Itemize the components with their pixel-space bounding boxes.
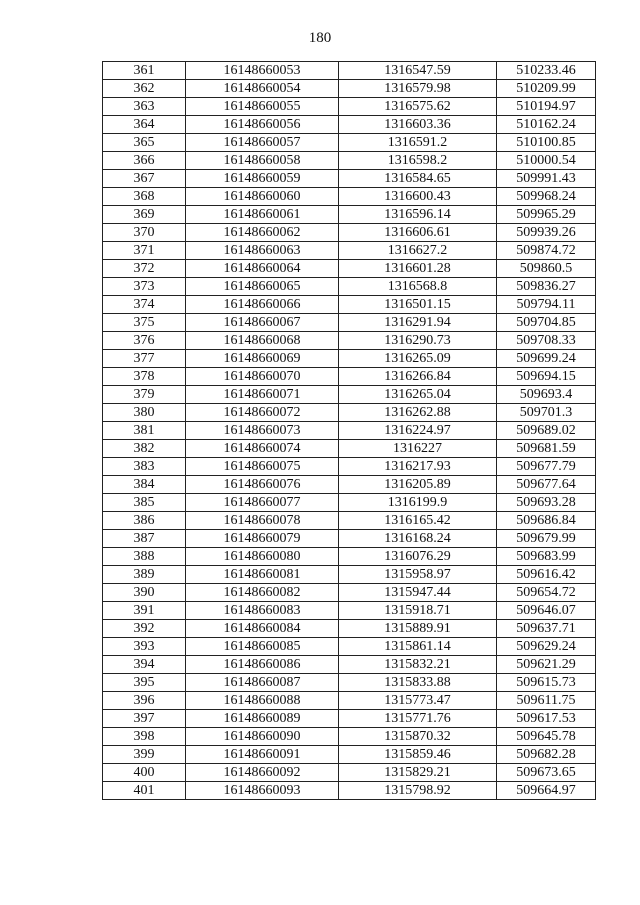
point-id-cell: 16148660088 — [186, 692, 339, 710]
table-row — [103, 80, 596, 98]
coordinates-table-body — [103, 62, 596, 800]
x-coordinate-cell: 1315947.44 — [339, 584, 497, 602]
y-coordinate-cell: 509664.97 — [497, 782, 596, 800]
x-coordinate-cell: 1316165.42 — [339, 512, 497, 530]
x-coordinate-cell: 1316596.14 — [339, 206, 497, 224]
point-id-cell: 16148660053 — [186, 62, 339, 80]
table-row — [103, 350, 596, 368]
point-id-cell: 16148660068 — [186, 332, 339, 350]
table-row — [103, 674, 596, 692]
y-coordinate-cell: 509654.72 — [497, 584, 596, 602]
row-number-cell: 389 — [103, 566, 186, 584]
point-id-cell: 16148660063 — [186, 242, 339, 260]
table-row — [103, 188, 596, 206]
y-coordinate-cell: 509681.59 — [497, 440, 596, 458]
row-number-cell: 384 — [103, 476, 186, 494]
x-coordinate-cell: 1316224.97 — [339, 422, 497, 440]
y-coordinate-cell: 509616.42 — [497, 566, 596, 584]
x-coordinate-cell: 1316591.2 — [339, 134, 497, 152]
x-coordinate-cell: 1316290.73 — [339, 332, 497, 350]
point-id-cell: 16148660093 — [186, 782, 339, 800]
table-row — [103, 422, 596, 440]
table-row — [103, 458, 596, 476]
table-row — [103, 728, 596, 746]
row-number-cell: 372 — [103, 260, 186, 278]
table-row — [103, 602, 596, 620]
y-coordinate-cell: 510233.46 — [497, 62, 596, 80]
point-id-cell: 16148660085 — [186, 638, 339, 656]
table-row — [103, 260, 596, 278]
row-number-cell: 397 — [103, 710, 186, 728]
point-id-cell: 16148660076 — [186, 476, 339, 494]
y-coordinate-cell: 509693.28 — [497, 494, 596, 512]
x-coordinate-cell: 1316291.94 — [339, 314, 497, 332]
table-row — [103, 530, 596, 548]
y-coordinate-cell: 509615.73 — [497, 674, 596, 692]
x-coordinate-cell: 1316627.2 — [339, 242, 497, 260]
row-number-cell: 368 — [103, 188, 186, 206]
point-id-cell: 16148660057 — [186, 134, 339, 152]
table-row — [103, 296, 596, 314]
x-coordinate-cell: 1315861.14 — [339, 638, 497, 656]
point-id-cell: 16148660077 — [186, 494, 339, 512]
point-id-cell: 16148660082 — [186, 584, 339, 602]
table-row — [103, 152, 596, 170]
row-number-cell: 365 — [103, 134, 186, 152]
y-coordinate-cell: 509939.26 — [497, 224, 596, 242]
row-number-cell: 394 — [103, 656, 186, 674]
y-coordinate-cell: 510000.54 — [497, 152, 596, 170]
table-row — [103, 692, 596, 710]
point-id-cell: 16148660054 — [186, 80, 339, 98]
y-coordinate-cell: 509629.24 — [497, 638, 596, 656]
x-coordinate-cell: 1316262.88 — [339, 404, 497, 422]
x-coordinate-cell: 1316601.28 — [339, 260, 497, 278]
x-coordinate-cell: 1315870.32 — [339, 728, 497, 746]
row-number-cell: 385 — [103, 494, 186, 512]
row-number-cell: 400 — [103, 764, 186, 782]
table-row — [103, 98, 596, 116]
table-row — [103, 332, 596, 350]
y-coordinate-cell: 509686.84 — [497, 512, 596, 530]
point-id-cell: 16148660061 — [186, 206, 339, 224]
y-coordinate-cell: 510209.99 — [497, 80, 596, 98]
point-id-cell: 16148660055 — [186, 98, 339, 116]
table-row — [103, 476, 596, 494]
y-coordinate-cell: 509677.79 — [497, 458, 596, 476]
point-id-cell: 16148660060 — [186, 188, 339, 206]
row-number-cell: 399 — [103, 746, 186, 764]
x-coordinate-cell: 1316217.93 — [339, 458, 497, 476]
row-number-cell: 374 — [103, 296, 186, 314]
row-number-cell: 395 — [103, 674, 186, 692]
y-coordinate-cell: 509673.65 — [497, 764, 596, 782]
point-id-cell: 16148660056 — [186, 116, 339, 134]
x-coordinate-cell: 1316606.61 — [339, 224, 497, 242]
x-coordinate-cell: 1315833.88 — [339, 674, 497, 692]
table-row — [103, 134, 596, 152]
y-coordinate-cell: 509701.3 — [497, 404, 596, 422]
table-row — [103, 548, 596, 566]
table-row — [103, 494, 596, 512]
point-id-cell: 16148660092 — [186, 764, 339, 782]
point-id-cell: 16148660080 — [186, 548, 339, 566]
table-row — [103, 242, 596, 260]
x-coordinate-cell: 1316205.89 — [339, 476, 497, 494]
row-number-cell: 379 — [103, 386, 186, 404]
y-coordinate-cell: 509617.53 — [497, 710, 596, 728]
x-coordinate-cell: 1315829.21 — [339, 764, 497, 782]
point-id-cell: 16148660059 — [186, 170, 339, 188]
y-coordinate-cell: 509836.27 — [497, 278, 596, 296]
x-coordinate-cell: 1316076.29 — [339, 548, 497, 566]
x-coordinate-cell: 1316501.15 — [339, 296, 497, 314]
row-number-cell: 378 — [103, 368, 186, 386]
point-id-cell: 16148660070 — [186, 368, 339, 386]
point-id-cell: 16148660078 — [186, 512, 339, 530]
table-row — [103, 170, 596, 188]
table-row — [103, 764, 596, 782]
point-id-cell: 16148660079 — [186, 530, 339, 548]
table-row — [103, 278, 596, 296]
y-coordinate-cell: 509621.29 — [497, 656, 596, 674]
x-coordinate-cell: 1316547.59 — [339, 62, 497, 80]
point-id-cell: 16148660083 — [186, 602, 339, 620]
x-coordinate-cell: 1316579.98 — [339, 80, 497, 98]
point-id-cell: 16148660090 — [186, 728, 339, 746]
point-id-cell: 16148660075 — [186, 458, 339, 476]
y-coordinate-cell: 509682.28 — [497, 746, 596, 764]
x-coordinate-cell: 1316199.9 — [339, 494, 497, 512]
row-number-cell: 401 — [103, 782, 186, 800]
point-id-cell: 16148660058 — [186, 152, 339, 170]
row-number-cell: 382 — [103, 440, 186, 458]
table-row — [103, 440, 596, 458]
y-coordinate-cell: 509611.75 — [497, 692, 596, 710]
table-row — [103, 314, 596, 332]
row-number-cell: 377 — [103, 350, 186, 368]
y-coordinate-cell: 509794.11 — [497, 296, 596, 314]
row-number-cell: 376 — [103, 332, 186, 350]
row-number-cell: 369 — [103, 206, 186, 224]
point-id-cell: 16148660066 — [186, 296, 339, 314]
row-number-cell: 398 — [103, 728, 186, 746]
table-row — [103, 224, 596, 242]
row-number-cell: 390 — [103, 584, 186, 602]
y-coordinate-cell: 509704.85 — [497, 314, 596, 332]
point-id-cell: 16148660064 — [186, 260, 339, 278]
row-number-cell: 393 — [103, 638, 186, 656]
x-coordinate-cell: 1316598.2 — [339, 152, 497, 170]
x-coordinate-cell: 1315798.92 — [339, 782, 497, 800]
point-id-cell: 16148660069 — [186, 350, 339, 368]
point-id-cell: 16148660067 — [186, 314, 339, 332]
x-coordinate-cell: 1316575.62 — [339, 98, 497, 116]
x-coordinate-cell: 1315889.91 — [339, 620, 497, 638]
y-coordinate-cell: 509637.71 — [497, 620, 596, 638]
table-row — [103, 656, 596, 674]
row-number-cell: 388 — [103, 548, 186, 566]
row-number-cell: 380 — [103, 404, 186, 422]
table-row — [103, 638, 596, 656]
row-number-cell: 363 — [103, 98, 186, 116]
x-coordinate-cell: 1316600.43 — [339, 188, 497, 206]
y-coordinate-cell: 509874.72 — [497, 242, 596, 260]
y-coordinate-cell: 509694.15 — [497, 368, 596, 386]
x-coordinate-cell: 1315773.47 — [339, 692, 497, 710]
y-coordinate-cell: 510162.24 — [497, 116, 596, 134]
x-coordinate-cell: 1315918.71 — [339, 602, 497, 620]
x-coordinate-cell: 1316584.65 — [339, 170, 497, 188]
y-coordinate-cell: 509689.02 — [497, 422, 596, 440]
y-coordinate-cell: 509965.29 — [497, 206, 596, 224]
table-row — [103, 62, 596, 80]
row-number-cell: 392 — [103, 620, 186, 638]
x-coordinate-cell: 1316266.84 — [339, 368, 497, 386]
point-id-cell: 16148660089 — [186, 710, 339, 728]
coordinates-table — [102, 61, 596, 800]
point-id-cell: 16148660073 — [186, 422, 339, 440]
point-id-cell: 16148660084 — [186, 620, 339, 638]
row-number-cell: 371 — [103, 242, 186, 260]
point-id-cell: 16148660072 — [186, 404, 339, 422]
row-number-cell: 367 — [103, 170, 186, 188]
x-coordinate-cell: 1316603.36 — [339, 116, 497, 134]
y-coordinate-cell: 509645.78 — [497, 728, 596, 746]
table-row — [103, 782, 596, 800]
table-row — [103, 386, 596, 404]
point-id-cell: 16148660071 — [186, 386, 339, 404]
point-id-cell: 16148660081 — [186, 566, 339, 584]
page-number: 180 — [308, 30, 332, 46]
table-row — [103, 566, 596, 584]
row-number-cell: 361 — [103, 62, 186, 80]
y-coordinate-cell: 509699.24 — [497, 350, 596, 368]
y-coordinate-cell: 510194.97 — [497, 98, 596, 116]
y-coordinate-cell: 509991.43 — [497, 170, 596, 188]
row-number-cell: 387 — [103, 530, 186, 548]
table-row — [103, 620, 596, 638]
y-coordinate-cell: 509683.99 — [497, 548, 596, 566]
x-coordinate-cell: 1315771.76 — [339, 710, 497, 728]
row-number-cell: 396 — [103, 692, 186, 710]
point-id-cell: 16148660062 — [186, 224, 339, 242]
point-id-cell: 16148660074 — [186, 440, 339, 458]
x-coordinate-cell: 1316265.09 — [339, 350, 497, 368]
row-number-cell: 391 — [103, 602, 186, 620]
x-coordinate-cell: 1316568.8 — [339, 278, 497, 296]
table-row — [103, 116, 596, 134]
y-coordinate-cell: 509693.4 — [497, 386, 596, 404]
row-number-cell: 362 — [103, 80, 186, 98]
y-coordinate-cell: 509677.64 — [497, 476, 596, 494]
table-row — [103, 746, 596, 764]
x-coordinate-cell: 1315958.97 — [339, 566, 497, 584]
table-row — [103, 584, 596, 602]
point-id-cell: 16148660091 — [186, 746, 339, 764]
table-row — [103, 404, 596, 422]
table-row — [103, 512, 596, 530]
y-coordinate-cell: 509646.07 — [497, 602, 596, 620]
y-coordinate-cell: 509968.24 — [497, 188, 596, 206]
x-coordinate-cell: 1315859.46 — [339, 746, 497, 764]
x-coordinate-cell: 1315832.21 — [339, 656, 497, 674]
row-number-cell: 383 — [103, 458, 186, 476]
table-row — [103, 206, 596, 224]
x-coordinate-cell: 1316168.24 — [339, 530, 497, 548]
table-row — [103, 368, 596, 386]
x-coordinate-cell: 1316265.04 — [339, 386, 497, 404]
y-coordinate-cell: 509708.33 — [497, 332, 596, 350]
row-number-cell: 375 — [103, 314, 186, 332]
y-coordinate-cell: 509679.99 — [497, 530, 596, 548]
row-number-cell: 373 — [103, 278, 186, 296]
point-id-cell: 16148660087 — [186, 674, 339, 692]
point-id-cell: 16148660065 — [186, 278, 339, 296]
row-number-cell: 366 — [103, 152, 186, 170]
row-number-cell: 381 — [103, 422, 186, 440]
y-coordinate-cell: 509860.5 — [497, 260, 596, 278]
point-id-cell: 16148660086 — [186, 656, 339, 674]
row-number-cell: 370 — [103, 224, 186, 242]
row-number-cell: 386 — [103, 512, 186, 530]
table-row — [103, 710, 596, 728]
y-coordinate-cell: 510100.85 — [497, 134, 596, 152]
row-number-cell: 364 — [103, 116, 186, 134]
x-coordinate-cell: 1316227 — [339, 440, 497, 458]
